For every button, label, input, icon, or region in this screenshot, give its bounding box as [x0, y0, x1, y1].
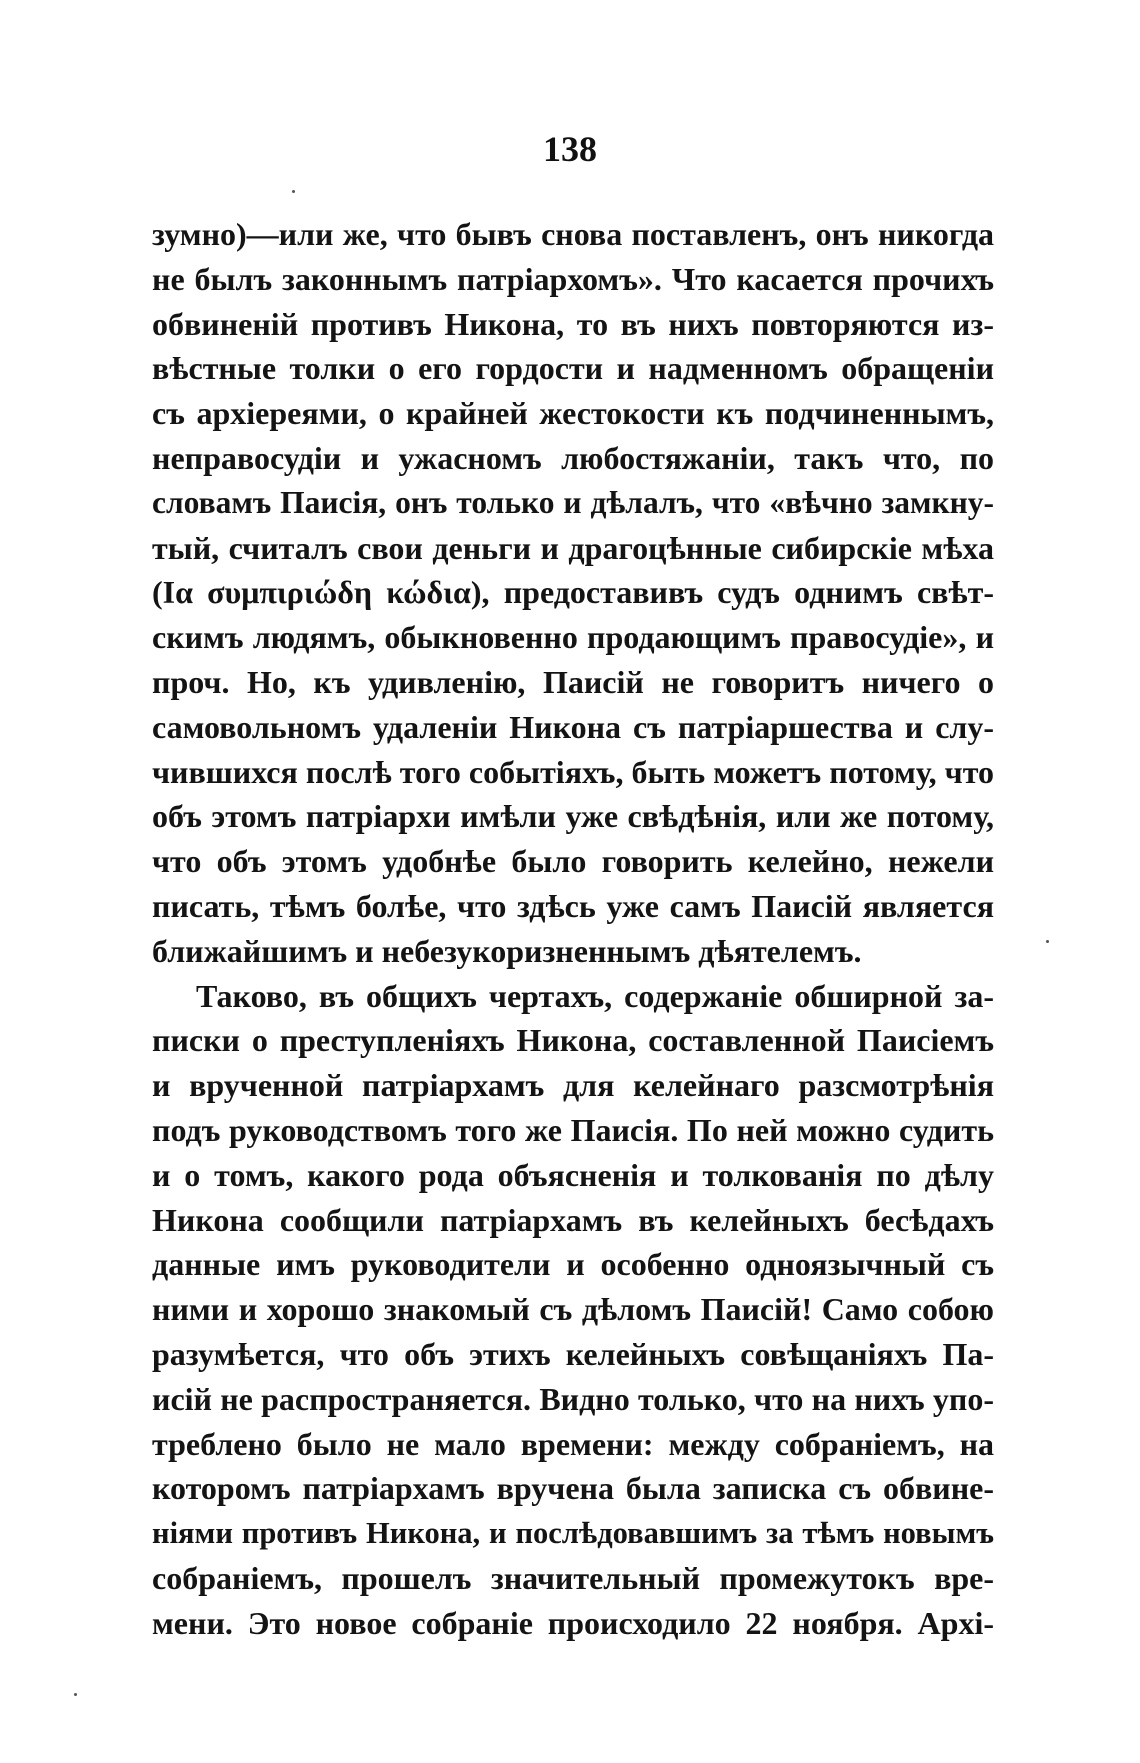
text-line: съ архіереями, о крайней жестокости къ подчиненнымъ, — [152, 395, 994, 432]
text-line: зумно)—или же, что бывъ снова поставленъ, онъ никогда — [152, 216, 994, 252]
text-line: (Ια συμπιριώδη κώδια), предоставивъ судъ однимъ свѣт- — [152, 574, 994, 611]
text-line: данные имъ руководители и особенно одноязычный съ — [152, 1246, 994, 1283]
text-line: ними и хорошо знакомый съ дѣломъ Паисій! Само собою — [152, 1291, 994, 1328]
text-line: мени. Это новое собраніе происходило 22 ноября. Архі- — [152, 1604, 994, 1641]
text-line: писать, тѣмъ болѣе, что здѣсь уже самъ Паисій является — [152, 887, 994, 924]
text-line: ніями противъ Никона, и послѣдовавшимъ за тѣмъ новымъ — [152, 1516, 994, 1551]
text-line: объ этомъ патріархи имѣли уже свѣдѣнія, или же потому, — [152, 798, 994, 835]
text-line: и врученной патріархамъ для келейнаго разсмотрѣнія — [152, 1067, 994, 1104]
text-line: скимъ людямъ, обыкновенно продающимъ правосудіе», и — [152, 619, 994, 656]
text-line: и о томъ, какого рода объясненія и толкованія по дѣлу — [152, 1156, 994, 1193]
text-line: проч. Но, къ удивленію, Паисій не говоритъ ничего о — [152, 663, 994, 700]
text-line: которомъ патріархамъ вручена была записка съ обвине- — [152, 1470, 994, 1507]
print-speck — [1046, 940, 1049, 943]
text-line: Никона сообщили патріархамъ въ келейныхъ бесѣдахъ — [152, 1201, 994, 1238]
text-line: чившихся послѣ того событіяхъ, быть можетъ потому, что — [152, 753, 994, 790]
text-line: самовольномъ удаленіи Никона съ патріаршества и слу- — [152, 708, 994, 745]
text-line: треблено было не мало времени: между собраніемъ, на — [152, 1425, 994, 1462]
text-line: что объ этомъ удобнѣе было говорить келейно, нежели — [152, 843, 994, 880]
text-line: писки о преступленіяхъ Никона, составленной Паисіемъ — [152, 1022, 994, 1059]
text-line: разумѣется, что объ этихъ келейныхъ совѣщаніяхъ Па- — [152, 1335, 994, 1372]
text-line: вѣстные толки о его гордости и надменномъ обращеніи — [152, 350, 994, 387]
text-line: обвиненій противъ Никона, то въ нихъ повторяются из- — [152, 305, 994, 342]
paragraph-last-line: ближайшимъ и небезукоризненнымъ дѣятелемъ. — [152, 932, 862, 969]
text-line: собраніемъ, прошелъ значительный промежутокъ вре- — [152, 1559, 994, 1596]
text-line: тый, считалъ свои деньги и драгоцѣнные сибирскіе мѣха — [152, 529, 994, 566]
text-line: не былъ законнымъ патріархомъ». Что касается прочихъ — [152, 260, 994, 297]
print-speck — [74, 1693, 77, 1696]
page-number: 138 — [543, 129, 597, 169]
text-line: словамъ Паисія, онъ только и дѣлалъ, что «вѣчно замкну- — [152, 484, 994, 520]
text-line: подъ руководствомъ того же Паисія. По ней можно судить — [152, 1111, 994, 1148]
print-speck — [292, 190, 295, 193]
text-line: неправосудіи и ужасномъ любостяжаніи, такъ что, по — [152, 439, 994, 476]
text-line: исій не распространяется. Видно только, что на нихъ упо- — [152, 1380, 994, 1417]
body-text — [152, 212, 994, 1646]
paragraph-first-line: Таково, въ общихъ чертахъ, содержаніе обширной за- — [196, 977, 994, 1014]
